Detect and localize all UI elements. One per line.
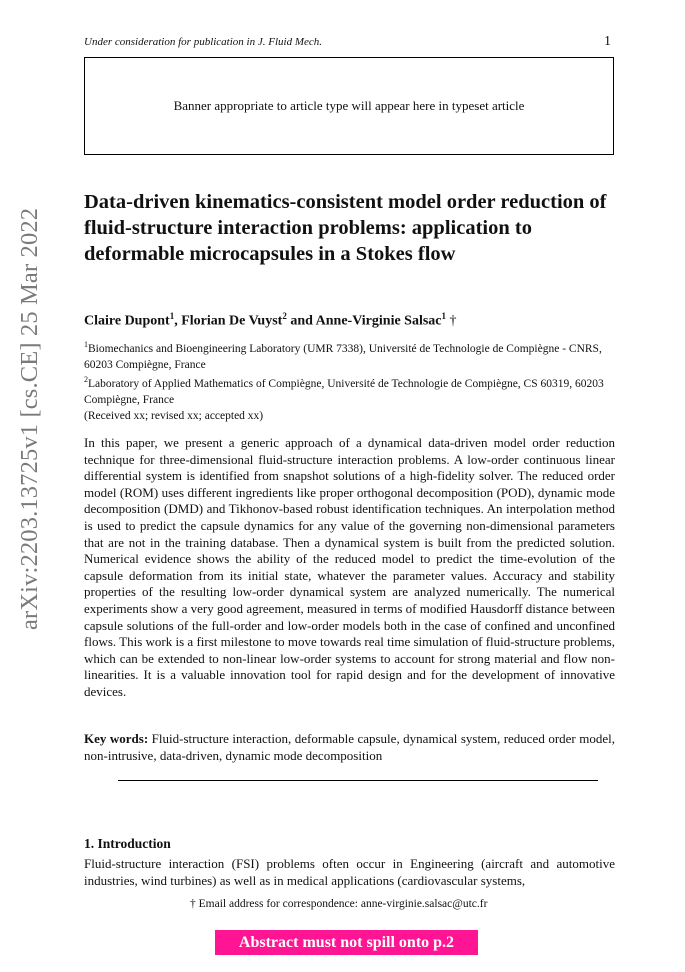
keywords-text: Fluid-structure interaction, deformable capsule, dynamical system, reduced order model, non-intrusive, data-driven, dynamic mode decomposition xyxy=(84,731,615,763)
page-number: 1 xyxy=(604,34,611,49)
affiliation-text: Biomechanics and Bioengineering Laboratory (UMR 7338), Université de Technologie de Compiègne - CNRS, 60203 Compiègne, France xyxy=(84,342,602,371)
affiliation-number: 1 xyxy=(84,340,88,349)
keywords xyxy=(84,731,615,764)
section-heading-introduction: 1. Introduction xyxy=(84,836,171,851)
author-affil-mark: 2 xyxy=(282,311,287,321)
author-affil-mark: 1 xyxy=(441,311,447,321)
author-separator: and xyxy=(286,313,316,329)
author-separator: , xyxy=(174,313,182,329)
affiliation-text: Laboratory of Applied Mathematics of Compiègne, Université de Technologie de Compiègne, CS 60319, 60203 Compiègne, France xyxy=(84,377,604,406)
abstract: In this paper, we present a generic approach of a dynamical data-driven model order reduction technique for three-dimensional fluid-structure interaction problems. A low-order continuous linear differential system is identified from snapshot solutions of a high-fidelity solver. The reduced order model (ROM) uses different ingredients like proper orthogonal decomposition (POD), dynamic mode decomposition (DMD) and Tikhonov-based robust identification techniques. An interpolation method is used to predict the capsule dynamics for any value of the governing non-dimensional parameters that are not in the training database. Then a dynamical system is built from the predicted solution. Numerical evidence shows the ability of the reduced model to predict the time-evolution of the capsule deformation from its initial state, whatever the parameter values. Accuracy and stability properties of the resulting low-order dynamical system are analyzed numerically. The numerical experiments show a very good agreement, measured in terms of modified Hausdorff distance between capsule solutions of the full-order and low-order models both in the case of confined and unconfined flows. This work is a first milestone to move towards real time simulation of fluid-structure problems, which can be extended to non-linear low-order systems to account for strong material and flow non-linearities. It is a valuable innovation tool for rapid design and for the development of innovative devices. xyxy=(84,435,615,699)
section-divider xyxy=(118,780,598,781)
overflow-warning-badge: Abstract must not spill onto p.2 xyxy=(215,930,478,955)
banner-text: Banner appropriate to article type will appear here in typeset article xyxy=(173,98,525,113)
author-name: Anne-Virginie Salsac xyxy=(315,313,442,329)
affiliation-2 xyxy=(84,372,624,408)
corresponding-author-mark: † xyxy=(446,313,457,329)
arxiv-stamp[interactable]: arXiv:2203.13725v1 [cs.CE] 25 Mar 2022 xyxy=(16,207,43,630)
affiliation-1 xyxy=(84,337,624,373)
author-name: Claire Dupont xyxy=(84,313,170,329)
author-affil-mark: 1 xyxy=(169,311,175,321)
received-dates: (Received xx; revised xx; accepted xx) xyxy=(84,410,264,422)
introduction-text: Fluid-structure interaction (FSI) problems often occur in Engineering (aircraft and automotive industries, wind turbines) as well as in medical applications (cardiovascular systems, xyxy=(84,856,615,888)
author-list xyxy=(84,311,457,330)
author-name: Florian De Vuyst xyxy=(181,313,283,329)
correspondence-footnote: † Email address for correspondence: anne-virginie.salsac@utc.fr xyxy=(190,898,488,910)
banner-box xyxy=(84,57,614,155)
paper-title: Data-driven kinematics-consistent model order reduction of fluid-structure interaction problems: application to deformable microcapsules in a Stokes flow xyxy=(84,191,607,265)
affiliation-number: 2 xyxy=(84,375,88,384)
running-head: Under consideration for publication in J. Fluid Mech. xyxy=(84,36,322,48)
keywords-label: Key words: xyxy=(84,731,149,746)
